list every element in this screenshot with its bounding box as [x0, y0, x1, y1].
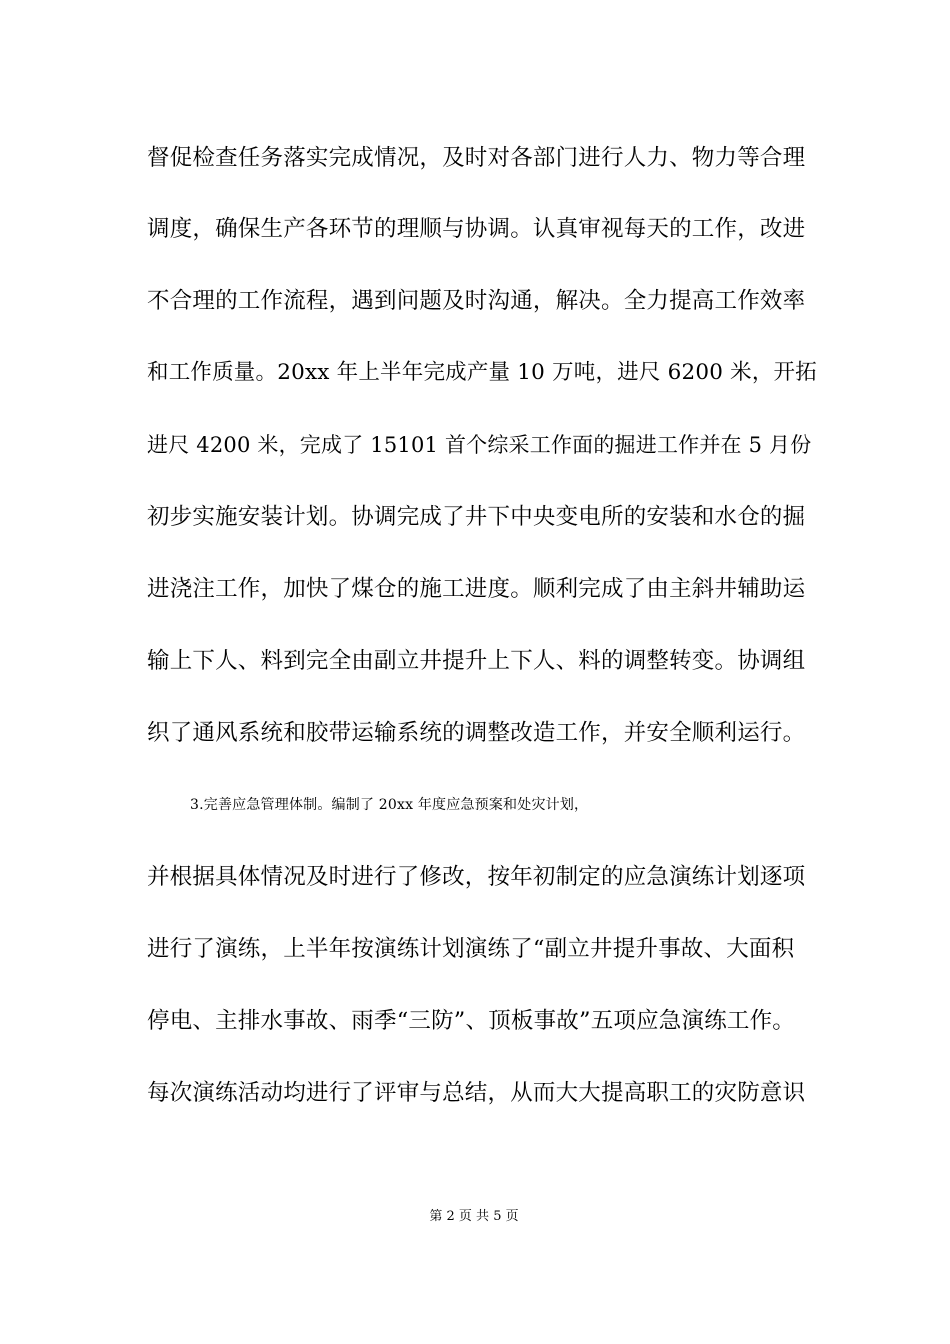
- body-line-7: 进浇注工作，加快了煤仓的施工进度。顺利完成了由主斜井辅助运: [147, 576, 806, 602]
- paragraph-3-start-line: 3.完善应急管理体制。编制了 20xx 年度应急预案和处灾计划，: [190, 797, 589, 813]
- page-footer: [0, 1208, 950, 1226]
- body-line-8: 输上下人、料到完全由副立井提升上下人、料的调整转变。协调组: [147, 648, 806, 674]
- body-line-4: 和工作质量。20xx 年上半年完成产量 10 万吨，进尺 6200 米，开拓: [147, 360, 817, 385]
- body-line-14: 每次演练活动均进行了评审与总结，从而大大提高职工的灾防意识: [147, 1080, 806, 1106]
- body-line-13: 停电、主排水事故、雨季“三防”、顶板事故”五项应急演练工作。: [147, 1008, 796, 1034]
- body-line-3: 不合理的工作流程，遇到问题及时沟通，解决。全力提高工作效率: [147, 288, 806, 314]
- body-line-5: 进尺 4200 米，完成了 15101 首个综采工作面的掘进工作并在 5 月份: [147, 433, 812, 457]
- page-number-label: 第 2 页 共 5 页: [429, 1209, 519, 1224]
- body-line-11: 并根据具体情况及时进行了修改，按年初制定的应急演练计划逐项: [147, 864, 806, 890]
- body-line-2: 调度，确保生产各环节的理顺与协调。认真审视每天的工作，改进: [147, 216, 806, 242]
- body-line-1: 督促检查任务落实完成情况，及时对各部门进行人力、物力等合理: [147, 145, 806, 171]
- body-line-6: 初步实施安装计划。协调完成了井下中央变电所的安装和水仓的掘: [147, 504, 806, 530]
- body-line-9: 织了通风系统和胶带运输系统的调整改造工作，并安全顺利运行。: [147, 720, 806, 746]
- body-line-12: 进行了演练，上半年按演练计划演练了“副立井提升事故、大面积: [147, 936, 795, 962]
